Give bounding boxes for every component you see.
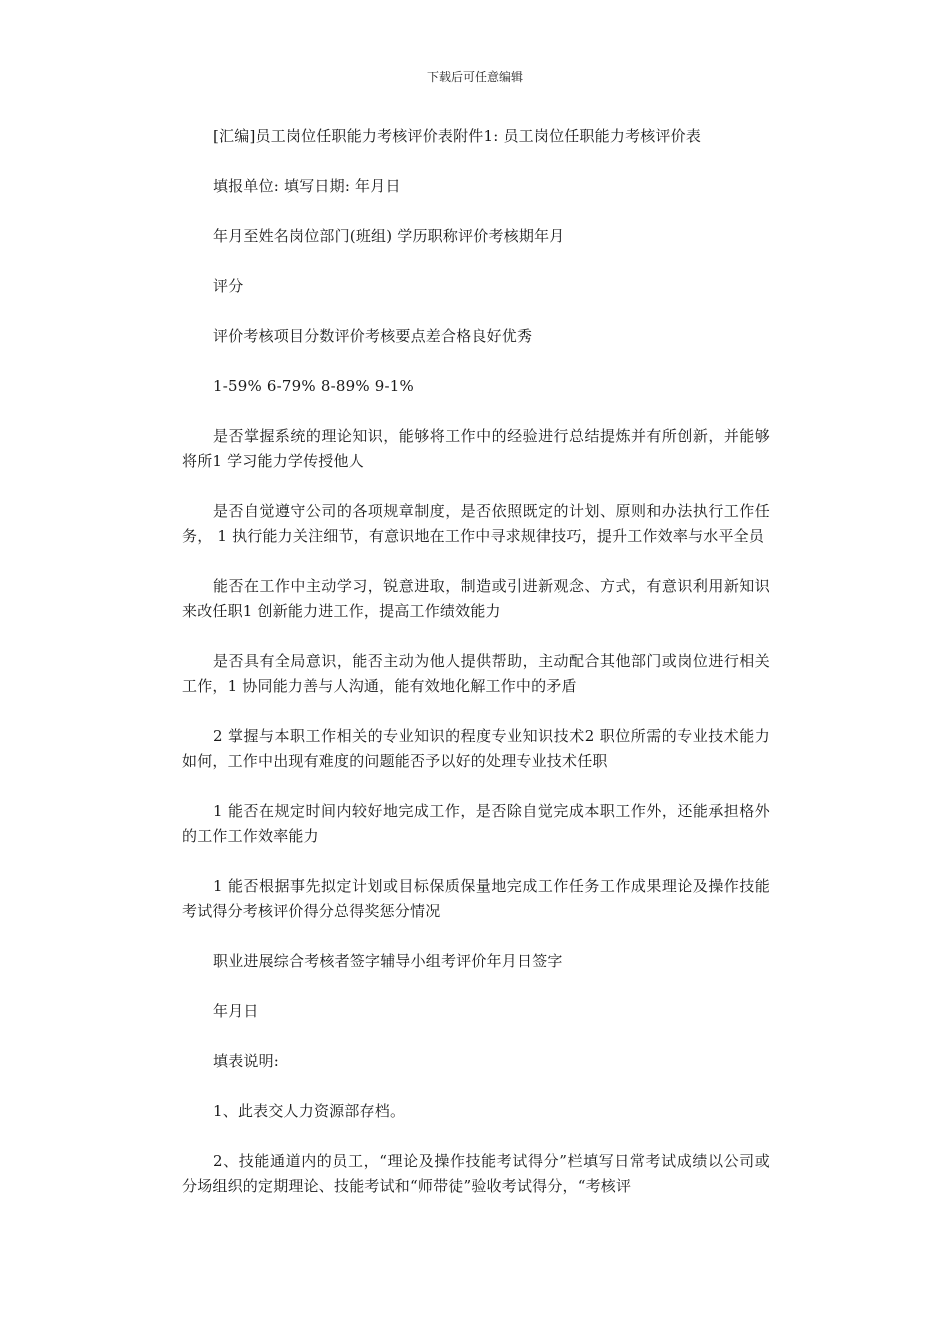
paragraph: 1 能否根据事先拟定计划或目标保质保量地完成工作任务工作成果理论及操作技能考试得分考核评价得分总得奖惩分情况 <box>182 877 770 920</box>
paragraph: 年月日 <box>213 1002 259 1020</box>
paragraph: 是否自觉遵守公司的各项规章制度，是否依照既定的计划、原则和办法执行工作任务， 1 执行能力关注细节，有意识地在工作中寻求规律技巧，提升工作效率与水平全员 <box>182 502 770 545</box>
page-header: 下载后可任意编辑 <box>426 70 523 84</box>
paragraph: 2 掌握与本职工作相关的专业知识的程度专业知识技术2 职位所需的专业技术能力如何，工作中出现有难度的问题能否予以好的处理专业技术任职 <box>182 727 770 770</box>
paragraph: 职业进展综合考核者签字辅导小组考评价年月日签字 <box>213 952 563 970</box>
doc-title: [汇编]员工岗位任职能力考核评价表附件1: 员工岗位任职能力考核评价表 <box>213 127 702 145</box>
paragraph: 是否掌握系统的理论知识，能够将工作中的经验进行总结提炼并有所创新，并能够将所1 学习能力学传授他人 <box>182 427 770 470</box>
paragraph: 1-59% 6-79% 8-89% 9-1% <box>213 377 414 395</box>
paragraph: 能否在工作中主动学习，锐意进取，制造或引进新观念、方式，有意识利用新知识来改任职1 创新能力进工作，提高工作绩效能力 <box>182 577 770 620</box>
paragraph: 1 能否在规定时间内较好地完成工作，是否除自觉完成本职工作外，还能承担格外的工作工作效率能力 <box>182 802 770 845</box>
paragraph: 填表说明: <box>213 1052 280 1070</box>
paragraph: 评分 <box>213 277 244 295</box>
paragraph: 1、此表交人力资源部存档。 <box>213 1102 406 1120</box>
paragraph: 评价考核项目分数评价考核要点差合格良好优秀 <box>213 327 533 345</box>
document-body <box>182 124 770 1224</box>
paragraph: 年月至姓名岗位部门(班组) 学历职称评价考核期年月 <box>213 227 565 245</box>
paragraph: 2、技能通道内的员工，“理论及操作技能考试得分”栏填写日常考试成绩以公司或分场组织的定期理论、技能考试和“师带徒”验收考试得分，“考核评 <box>182 1152 770 1195</box>
paragraph: 填报单位: 填写日期: 年月日 <box>213 177 401 195</box>
paragraph: 是否具有全局意识，能否主动为他人提供帮助，主动配合其他部门或岗位进行相关工作，1 协同能力善与人沟通，能有效地化解工作中的矛盾 <box>182 652 770 695</box>
